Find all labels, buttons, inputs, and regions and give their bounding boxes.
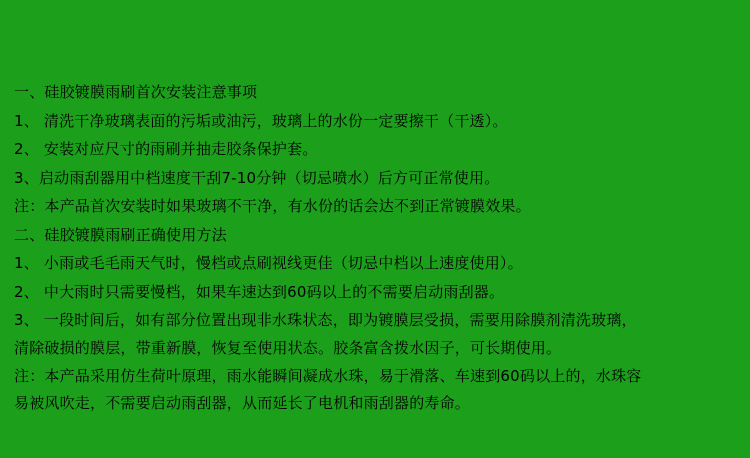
document-body [0, 78, 750, 417]
section1-item-3: 3、启动雨刮器用中档速度干刮7-10分钟（切忌喷水）后方可正常使用。 [14, 168, 500, 187]
section1-note: 注：本产品首次安装时如果玻璃不干净，有水份的话会达不到正常镀膜效果。 [14, 197, 531, 215]
section2-item-1: 1、 小雨或毛毛雨天气时，慢档或点刷视线更佳（切忌中档以上速度使用）。 [14, 254, 523, 272]
section2-note-continued: 易被风吹走，不需要启动雨刮器，从而延长了电机和雨刮器的寿命。 [14, 394, 471, 412]
section2-item-2: 2、 中大雨时只需要慢档，如果车速达到60码以上的不需要启动雨刮器。 [14, 282, 505, 301]
section1-item-1: 1、 清洗干净玻璃表面的污垢或油污，玻璃上的水份一定要擦干（干透）。 [14, 111, 508, 130]
section2-item-3-continued: 清除破损的膜层，带重新膜，恢复至使用状态。胶条富含拨水因子，可长期使用。 [14, 338, 562, 357]
section2-item-3: 3、 一段时间后，如有部分位置出现非水珠状态，即为镀膜层受损，需要用除膜剂清洗玻璃， [14, 311, 637, 329]
section-heading-2: 二、硅胶镀膜雨刷正确使用方法 [14, 225, 227, 244]
section-heading-1: 一、硅胶镀膜雨刷首次安装注意事项 [14, 83, 258, 101]
section2-note: 注：本产品采用仿生荷叶原理，雨水能瞬间凝成水珠，易于滑落、车速到60码以上的，水珠容 [14, 366, 642, 385]
section1-item-2: 2、 安装对应尺寸的雨刷并抽走胶条保护套。 [14, 140, 318, 158]
